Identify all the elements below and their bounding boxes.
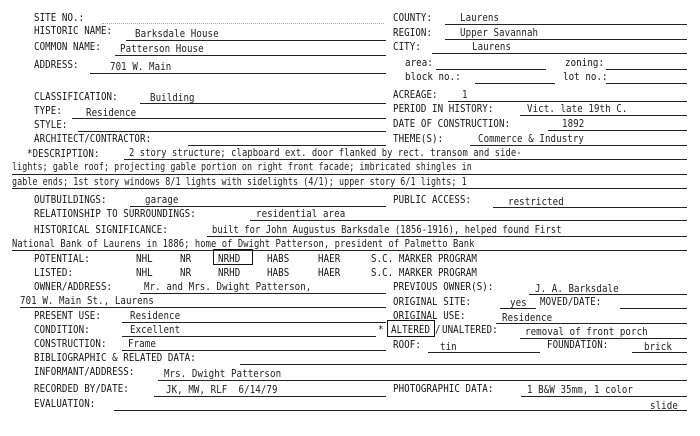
potential-nrhd: NRHD — [218, 252, 241, 265]
original-site-line — [500, 308, 536, 309]
original-use-value: Residence — [502, 311, 553, 324]
block-no-line — [475, 83, 555, 84]
potential-sc-marker: S.C. MARKER PROGRAM — [371, 252, 478, 265]
listed-label: LISTED: — [34, 266, 74, 279]
present-use-value: Residence — [130, 309, 181, 322]
photographic-line-2: slide — [650, 399, 678, 412]
condition-value: Excellent — [130, 323, 181, 336]
relationship-value: residential area — [256, 207, 346, 220]
period-line — [520, 115, 687, 116]
outbuildings-label: OUTBUILDINGS: — [34, 193, 107, 206]
area-label: area: — [405, 56, 433, 69]
period-label: PERIOD IN HISTORY: — [393, 102, 494, 115]
site-no-label: SITE NO.: — [34, 11, 85, 24]
evaluation-label: EVALUATION: — [34, 397, 96, 410]
public-access-line — [493, 207, 687, 208]
evaluation-line — [114, 410, 687, 411]
recorded-label: RECORDED BY/DATE: — [34, 382, 129, 395]
historic-name-label: HISTORIC NAME: — [34, 24, 113, 37]
common-name-label: COMMON NAME: — [34, 40, 101, 53]
owner-rule-1 — [140, 293, 386, 294]
altered-selection-box — [387, 320, 435, 337]
classification-label: CLASSIFICATION: — [34, 90, 118, 103]
address-line — [90, 73, 386, 74]
zoning-label: zoning: — [565, 56, 605, 69]
informant-value: Mrs. Dwight Patterson — [164, 367, 282, 380]
potential-nhl: NHL — [136, 252, 153, 265]
owner-line-2: 701 W. Main St., Laurens — [20, 294, 154, 307]
common-name-line — [115, 55, 386, 56]
altered-asterisk: * — [378, 323, 384, 336]
city-label: CITY: — [393, 40, 421, 53]
description-line-2: lights; gable roof; projecting gable portion on right front facade; imbricated shingles in — [12, 160, 472, 173]
type-line — [72, 118, 386, 119]
owner-rule-2 — [20, 307, 386, 308]
potential-nr: NR — [180, 252, 192, 265]
recorded-value: JK, MW, RLF 6/14/79 — [166, 383, 278, 396]
date-construction-label: DATE OF CONSTRUCTION: — [393, 117, 511, 130]
unaltered-label: UNALTERED: — [442, 323, 498, 336]
roof-value: tin — [440, 340, 457, 353]
county-label: COUNTY: — [393, 11, 433, 24]
common-name-value: Patterson House — [120, 42, 204, 55]
significance-rule-2 — [12, 250, 687, 251]
description-line-3: gable ends; 1st story windows 8/1 lights with sidelights (4/1); upper story 6/1 lights; 1 — [12, 175, 467, 188]
listed-nr: NR — [180, 266, 192, 279]
classification-value: Building — [150, 91, 195, 104]
address-label: ADDRESS: — [34, 58, 79, 71]
present-use-label: PRESENT USE: — [34, 309, 101, 322]
public-access-value: restricted — [508, 195, 564, 208]
potential-haer: HAER — [318, 252, 341, 265]
roof-label: ROOF: — [393, 338, 421, 351]
condition-label: CONDITION: — [34, 323, 90, 336]
outbuildings-value: garage — [145, 193, 179, 206]
region-label: REGION: — [393, 26, 433, 39]
altered-slash: / — [435, 323, 441, 336]
significance-label: HISTORICAL SIGNIFICANCE: — [34, 223, 168, 236]
foundation-value: brick — [644, 340, 672, 353]
description-rule-3 — [12, 188, 687, 189]
roof-line — [428, 352, 540, 353]
description-line-1: 2 story structure; clapboard ext. door flanked by rect. transom and side- — [129, 146, 522, 159]
photographic-line-1: 1 B&W 35mm, 1 color — [527, 383, 634, 396]
altered-label: ALTERED — [391, 323, 431, 336]
city-line — [432, 53, 687, 54]
site-no-line — [102, 23, 384, 24]
original-use-label: ORIGINAL USE: — [393, 309, 466, 322]
county-value: Laurens — [460, 11, 500, 24]
bibliographic-label: BIBLIOGRAPHIC & RELATED DATA: — [34, 351, 196, 364]
condition-line — [122, 336, 376, 337]
relationship-line — [250, 220, 687, 221]
previous-owners-value: J. A. Barksdale — [535, 282, 619, 295]
public-access-label: PUBLIC ACCESS: — [393, 193, 472, 206]
informant-line — [158, 380, 687, 381]
photographic-label: PHOTOGRAPHIC DATA: — [393, 382, 494, 395]
potential-nrhd-selection-box — [213, 249, 253, 265]
zoning-line — [606, 69, 687, 70]
listed-habs: HABS — [267, 266, 290, 279]
original-site-value: yes — [510, 296, 527, 309]
listed-nrhd: NRHD — [218, 266, 241, 279]
themes-value: Commerce & Industry — [478, 132, 585, 145]
description-label: *DESCRIPTION: — [27, 147, 100, 160]
architect-label: ARCHITECT/CONTRACTOR: — [34, 132, 152, 145]
construction-value: Frame — [128, 337, 156, 350]
potential-habs: HABS — [267, 252, 290, 265]
type-label: TYPE: — [34, 104, 62, 117]
original-use-line — [496, 323, 687, 324]
significance-line-2: National Bank of Laurens in 1886; home of Dwight Patterson, president of Palmetto Bank — [12, 237, 475, 250]
block-no-label: block no.: — [405, 70, 461, 83]
photographic-rule-1 — [521, 396, 687, 397]
original-site-label: ORIGINAL SITE: — [393, 295, 472, 308]
date-construction-value: 1892 — [562, 117, 585, 130]
bibliographic-line — [240, 364, 687, 365]
acreage-label: ACREAGE: — [393, 88, 438, 101]
foundation-line — [632, 352, 687, 353]
owner-line-1: Mr. and Mrs. Dwight Patterson, — [144, 280, 312, 293]
city-value: Laurens — [472, 40, 512, 53]
classification-line — [140, 103, 386, 104]
construction-label: CONSTRUCTION: — [34, 337, 107, 350]
lot-no-line — [606, 83, 687, 84]
owner-label: OWNER/ADDRESS: — [34, 280, 113, 293]
themes-label: THEME(S): — [393, 132, 444, 145]
county-line — [445, 24, 687, 25]
potential-label: POTENTIAL: — [34, 252, 90, 265]
date-construction-line — [548, 130, 687, 131]
listed-haer: HAER — [318, 266, 341, 279]
recorded-line — [154, 396, 386, 397]
listed-sc-marker: S.C. MARKER PROGRAM — [371, 266, 478, 279]
informant-label: INFORMANT/ADDRESS: — [34, 365, 135, 378]
listed-nhl: NHL — [136, 266, 153, 279]
style-label: STYLE: — [34, 118, 68, 131]
altered-value: removal of front porch — [525, 325, 648, 338]
significance-line-1: built for John Augustus Barksdale (1856-1916), helped found First — [212, 223, 562, 236]
relationship-label: RELATIONSHIP TO SURROUNDINGS: — [34, 207, 196, 220]
moved-date-label: MOVED/DATE: — [540, 295, 602, 308]
type-value: Residence — [86, 106, 137, 119]
period-value: Vict. late 19th C. — [527, 102, 628, 115]
acreage-value: 1 — [462, 88, 468, 101]
previous-owners-label: PREVIOUS OWNER(S): — [393, 280, 494, 293]
historic-name-value: Barksdale House — [135, 27, 219, 40]
historic-name-line — [126, 40, 386, 41]
moved-date-line — [620, 308, 687, 309]
region-value: Upper Savannah — [460, 26, 539, 39]
foundation-label: FOUNDATION: — [547, 338, 609, 351]
address-value: 701 W. Main — [110, 60, 172, 73]
lot-no-label: lot no.: — [563, 70, 608, 83]
